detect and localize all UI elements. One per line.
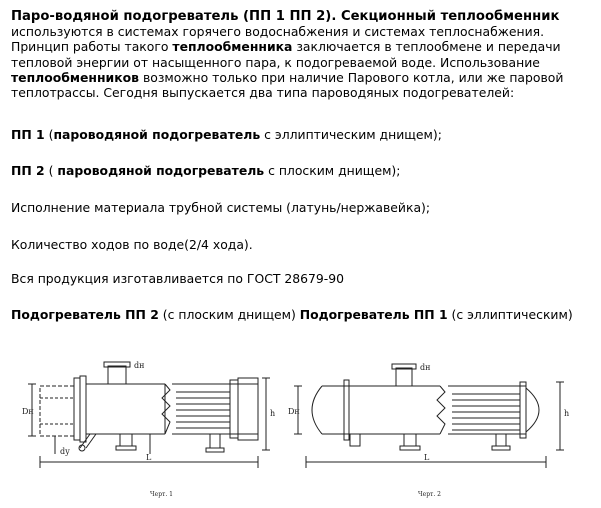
intro-bold-1: теплообменника	[172, 39, 293, 55]
dim-h-left: h	[270, 409, 276, 418]
caption-text-1: (с плоским днищем)	[158, 307, 300, 322]
material-line: Исполнение материала трубной системы (латунь/нержавейка);	[11, 200, 431, 215]
dim-L-left: L	[146, 453, 152, 462]
gost-line: Вся продукция изготавливается по ГОСТ 28679-90	[11, 271, 345, 286]
type-code: ПП 2	[11, 163, 45, 178]
intro-paragraph	[11, 8, 596, 100]
type-name: пароводяной подогреватель	[53, 127, 261, 142]
dim-Dn-left: Dн	[22, 407, 34, 416]
type-desc: с эллиптическим днищем);	[260, 127, 442, 142]
caption-bold-2: Подогреватель ПП 1	[299, 307, 448, 322]
caption-bold-1: Подогреватель ПП 2	[11, 307, 159, 322]
dim-L-right: L	[424, 453, 430, 462]
drawings-caption	[11, 307, 596, 323]
type-pp2	[11, 163, 596, 178]
type-pp1	[11, 127, 596, 142]
right-drawing-caption: Черт. 2	[418, 491, 441, 498]
intro-text-1: используются в системах горячего водоснабжения и системах теплоснабжения. Принцип работы такого	[11, 24, 545, 55]
type-code: ПП 1	[11, 127, 45, 142]
intro-bold-2: теплообменников	[11, 69, 139, 85]
intro-text-3: возможно только при наличие Парового котла, или же паровой теплотрассы. Сегодня выпускается два типа пароводяных подогревателей:	[11, 69, 564, 101]
type-desc: с плоским днищем);	[264, 163, 401, 178]
dim-Dn-right: Dн	[288, 407, 300, 416]
left-drawing-caption: Черт. 1	[150, 491, 173, 498]
technical-drawings	[0, 350, 601, 508]
dim-h-right: h	[564, 409, 570, 418]
page-title: Паро-водяной подогреватель (ПП 1 ПП 2). Секционный теплообменник	[11, 9, 560, 24]
dim-d-left: dн	[134, 361, 145, 370]
dim-dy-left: dу	[60, 447, 70, 456]
passes-line: Количество ходов по воде(2/4 хода).	[11, 237, 253, 252]
type-name: пароводяной подогреватель	[57, 163, 265, 178]
dim-d-right: dн	[420, 363, 431, 372]
intro-text-2: заключается в теплообмене и передачи тепловой энергии от насыщенного пара, к подогреваемой воде. Использование	[11, 39, 561, 70]
caption-text-2: (с эллиптическим)	[447, 307, 573, 322]
type-open: (	[44, 127, 54, 142]
type-open: (	[44, 163, 58, 178]
